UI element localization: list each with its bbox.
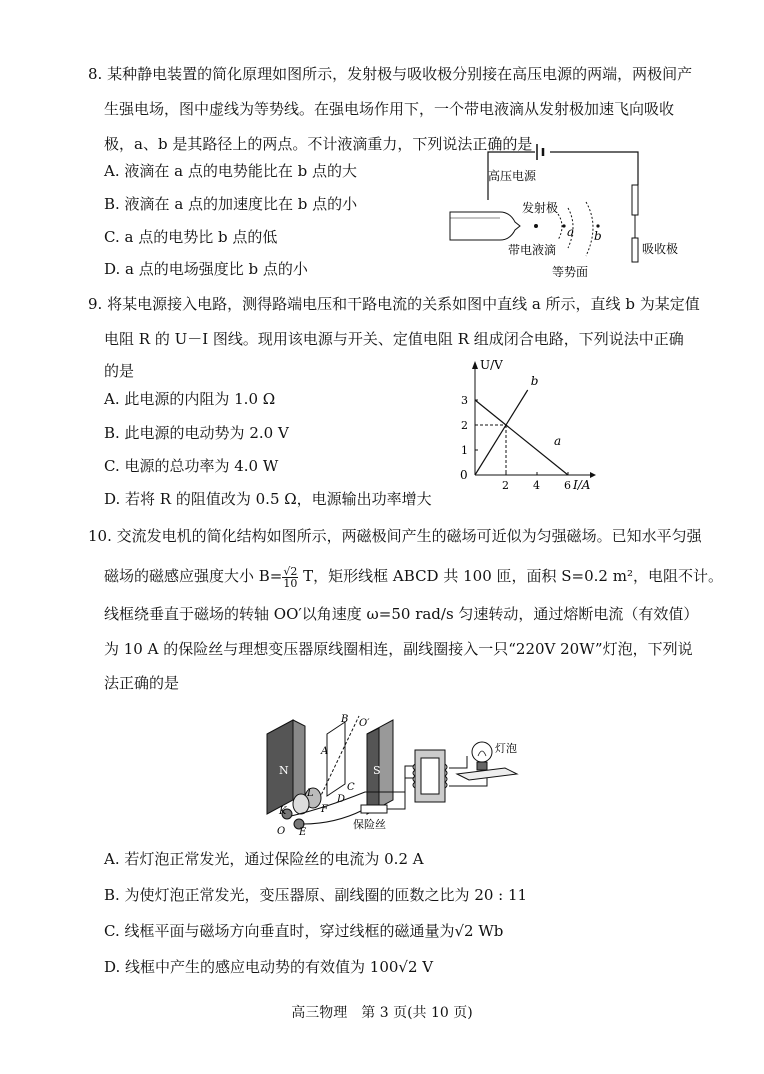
b-fraction [282,566,298,589]
q8-label-emitter: 发射极 [522,201,559,215]
q8-option-b: B. 液滴在 a 点的加速度比在 b 点的小 [104,195,358,213]
page-footer: 高三物理 第 3 页(共 10 页) [291,1005,473,1021]
q9-line3: 的是 [104,362,135,380]
s-pole-label: S [373,764,381,777]
y-tick-label-1: 1 [461,444,468,457]
label-L: L [307,788,314,799]
n-pole-label: N [279,764,289,777]
q8-figure [440,140,690,280]
q10-line2-start: 磁场的磁感应强度大小 B= [104,567,283,585]
q10-line1: 10. 交流发电机的简化结构如图所示，两磁极间产生的磁场可近似为匀强磁场。已知水平匀强 [88,527,702,545]
q8-line3: 极，a、b 是其路径上的两点。不计液滴重力，下列说法正确的是 [104,135,533,153]
y-tick-label-3: 3 [461,394,468,407]
x-axis-label: I/A [573,478,591,492]
label-E: E [299,827,307,837]
x-tick-label-2: 2 [502,479,509,492]
q9-chart [450,355,600,495]
label-B: B [341,714,349,725]
q9-line1: 9. 将某电源接入电路，测得路端电压和干路电流的关系如图中直线 a 所示，直线 b 为某定值 [88,295,700,313]
fraction-numerator: √2 [283,564,298,578]
q10-option-b: B. 为使灯泡正常发光，变压器原、副线圈的匝数之比为 20 : 11 [104,886,528,904]
q9-option-d: D. 若将 R 的阻值改为 0.5 Ω，电源输出功率增大 [104,490,432,508]
q8-label-absorber: 吸收极 [642,242,679,256]
series-label-b: b [530,374,539,388]
q10-line4: 为 10 A 的保险丝与理想变压器原线圈相连，副线圈接入一只“220V 20W”灯泡，下列说 [104,640,693,658]
q10-option-a: A. 若灯泡正常发光，通过保险丝的电流为 0.2 A [104,850,424,868]
lamp-label: 灯泡 [495,742,517,755]
fuse-label: 保险丝 [353,818,386,831]
fraction-denominator: 10 [283,576,298,590]
label-K: K [279,806,287,817]
label-O1: O′ [359,718,370,729]
series-label-a: a [554,434,562,448]
y-axis-label: U/V [480,358,503,372]
label-C: C [347,782,355,793]
series-line-b [475,390,528,475]
label-D: D [337,794,346,805]
q8-label-droplet: 带电液滴 [508,243,557,257]
origin-label: 0 [460,468,468,482]
q8-option-d: D. a 点的电场强度比 b 点的小 [104,260,308,278]
label-F: F [321,804,328,815]
q9-line2: 电阻 R 的 U－I 图线。现用该电源与开关、定值电阻 R 组成闭合电路，下列说法中正确 [104,330,684,348]
label-A: A [321,746,329,757]
q9-option-a: A. 此电源的内阻为 1.0 Ω [104,390,276,408]
q10-option-d: D. 线框中产生的感应电动势的有效值为 100√2 V [104,958,434,976]
q10-line5: 法正确的是 [104,674,180,692]
q8-label-b: b [594,229,602,243]
q8-label-a: a [567,225,575,239]
q10-figure [255,712,525,837]
q9-option-b: B. 此电源的电动势为 2.0 V [104,424,289,442]
q8-option-c: C. a 点的电势比 b 点的低 [104,228,278,246]
q8-line1: 8. 某种静电装置的简化原理如图所示，发射极与吸收极分别接在高压电源的两端，两极间产 [88,65,693,83]
x-tick-label-4: 4 [533,479,540,492]
q10-option-c: C. 线框平面与磁场方向垂直时，穿过线框的磁通量为√2 Wb [104,922,504,940]
q8-label-equipotential: 等势面 [552,265,589,279]
q10-line2-end: T，矩形线框 ABCD 共 100 匝，面积 S=0.2 m²，电阻不计。 [298,567,723,585]
x-tick-label-6: 6 [564,479,571,492]
q8-option-a: A. 液滴在 a 点的电势能比在 b 点的大 [104,162,357,180]
q10-line3: 线框绕垂直于磁场的转轴 OO′以角速度 ω=50 rad/s 匀速转动，通过熔断电流（有效值） [104,605,699,623]
q10-line2 [104,565,723,589]
q8-line2: 生强电场，图中虚线为等势线。在强电场作用下，一个带电液滴从发射极加速飞向吸收 [104,100,675,118]
q8-label-power: 高压电源 [488,169,537,183]
y-tick-label-2: 2 [461,419,468,432]
label-O: O [277,826,286,837]
q9-option-c: C. 电源的总功率为 4.0 W [104,457,279,475]
